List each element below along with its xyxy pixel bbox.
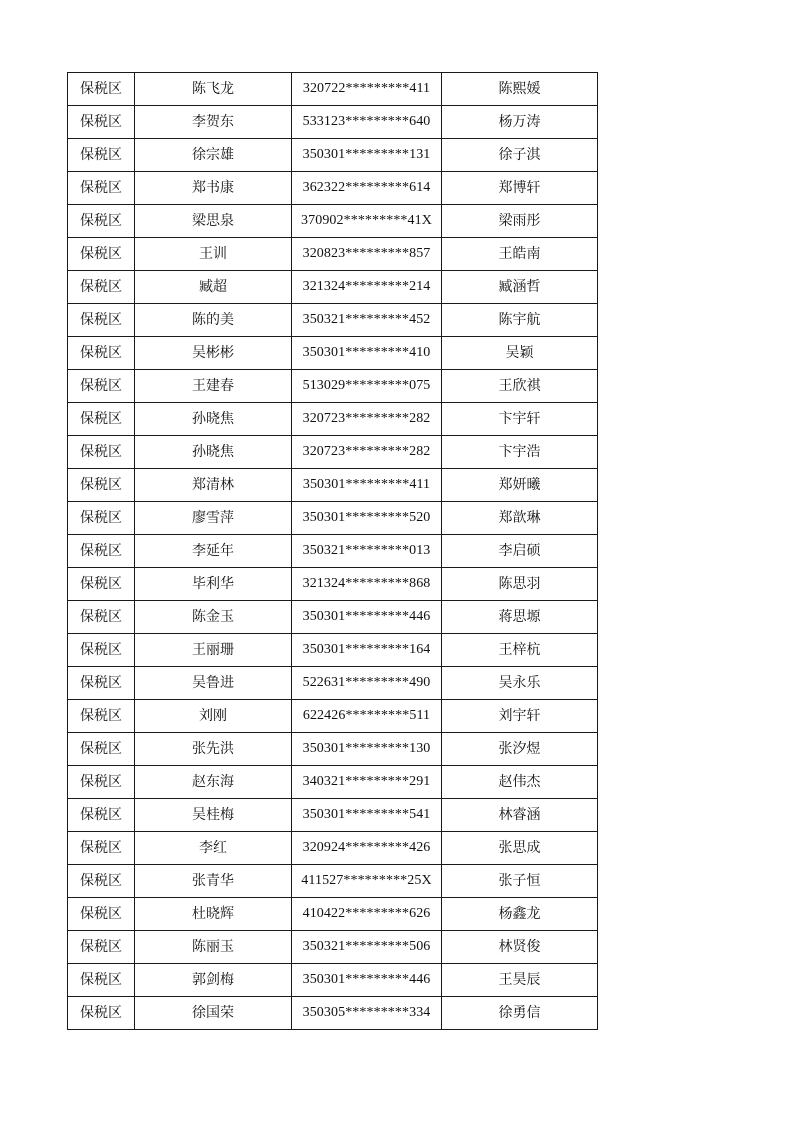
table-row — [68, 766, 598, 799]
table-row — [68, 238, 598, 271]
id-number-cell: 370902*********41X — [292, 205, 442, 238]
district-cell: 保税区 — [68, 469, 135, 502]
parent-name-cell: 吴桂梅 — [135, 799, 292, 832]
table-row — [68, 964, 598, 997]
table-row — [68, 634, 598, 667]
child-name-cell: 郑妍曦 — [442, 469, 598, 502]
id-number-cell: 320823*********857 — [292, 238, 442, 271]
child-name-cell: 林睿涵 — [442, 799, 598, 832]
child-name-cell: 梁雨彤 — [442, 205, 598, 238]
id-number-cell: 410422*********626 — [292, 898, 442, 931]
district-cell: 保税区 — [68, 205, 135, 238]
id-number-cell: 321324*********868 — [292, 568, 442, 601]
district-cell: 保税区 — [68, 568, 135, 601]
parent-name-cell: 陈丽玉 — [135, 931, 292, 964]
table-row — [68, 733, 598, 766]
id-number-cell: 340321*********291 — [292, 766, 442, 799]
parent-name-cell: 孙晓焦 — [135, 436, 292, 469]
child-name-cell: 郑歆琳 — [442, 502, 598, 535]
table-row — [68, 601, 598, 634]
table-row — [68, 403, 598, 436]
id-number-cell: 362322*********614 — [292, 172, 442, 205]
child-name-cell: 陈宇航 — [442, 304, 598, 337]
table-row — [68, 337, 598, 370]
district-cell: 保税区 — [68, 73, 135, 106]
district-cell: 保税区 — [68, 304, 135, 337]
table-row — [68, 172, 598, 205]
table-row — [68, 832, 598, 865]
district-cell: 保税区 — [68, 700, 135, 733]
child-name-cell: 王皓南 — [442, 238, 598, 271]
district-cell: 保税区 — [68, 271, 135, 304]
parent-name-cell: 李红 — [135, 832, 292, 865]
table-row — [68, 865, 598, 898]
id-number-cell: 350321*********452 — [292, 304, 442, 337]
district-cell: 保税区 — [68, 337, 135, 370]
child-name-cell: 张思成 — [442, 832, 598, 865]
table-row — [68, 436, 598, 469]
parent-name-cell: 徐宗雄 — [135, 139, 292, 172]
roster-table-body — [68, 73, 598, 1030]
district-cell: 保税区 — [68, 766, 135, 799]
id-number-cell: 513029*********075 — [292, 370, 442, 403]
district-cell: 保税区 — [68, 139, 135, 172]
roster-table — [67, 72, 598, 1030]
id-number-cell: 320723*********282 — [292, 436, 442, 469]
table-row — [68, 502, 598, 535]
child-name-cell: 赵伟杰 — [442, 766, 598, 799]
district-cell: 保税区 — [68, 436, 135, 469]
id-number-cell: 350301*********164 — [292, 634, 442, 667]
district-cell: 保税区 — [68, 832, 135, 865]
district-cell: 保税区 — [68, 106, 135, 139]
id-number-cell: 350301*********410 — [292, 337, 442, 370]
parent-name-cell: 郭剑梅 — [135, 964, 292, 997]
parent-name-cell: 陈的美 — [135, 304, 292, 337]
id-number-cell: 350301*********446 — [292, 601, 442, 634]
id-number-cell: 320723*********282 — [292, 403, 442, 436]
district-cell: 保税区 — [68, 898, 135, 931]
parent-name-cell: 陈飞龙 — [135, 73, 292, 106]
child-name-cell: 蒋思塬 — [442, 601, 598, 634]
table-row — [68, 667, 598, 700]
table-row — [68, 370, 598, 403]
parent-name-cell: 廖雪萍 — [135, 502, 292, 535]
child-name-cell: 吴颖 — [442, 337, 598, 370]
parent-name-cell: 郑清林 — [135, 469, 292, 502]
parent-name-cell: 梁思泉 — [135, 205, 292, 238]
parent-name-cell: 张青华 — [135, 865, 292, 898]
child-name-cell: 林贤俊 — [442, 931, 598, 964]
table-row — [68, 73, 598, 106]
child-name-cell: 臧涵哲 — [442, 271, 598, 304]
table-row — [68, 700, 598, 733]
table-row — [68, 469, 598, 502]
district-cell: 保税区 — [68, 403, 135, 436]
child-name-cell: 杨鑫龙 — [442, 898, 598, 931]
child-name-cell: 卞宇轩 — [442, 403, 598, 436]
parent-name-cell: 郑书康 — [135, 172, 292, 205]
table-row — [68, 931, 598, 964]
district-cell: 保税区 — [68, 535, 135, 568]
parent-name-cell: 李贺东 — [135, 106, 292, 139]
id-number-cell: 522631*********490 — [292, 667, 442, 700]
id-number-cell: 321324*********214 — [292, 271, 442, 304]
parent-name-cell: 吴鲁进 — [135, 667, 292, 700]
child-name-cell: 王欣祺 — [442, 370, 598, 403]
id-number-cell: 350305*********334 — [292, 997, 442, 1030]
district-cell: 保税区 — [68, 370, 135, 403]
parent-name-cell: 李延年 — [135, 535, 292, 568]
district-cell: 保税区 — [68, 172, 135, 205]
parent-name-cell: 王建春 — [135, 370, 292, 403]
district-cell: 保税区 — [68, 634, 135, 667]
id-number-cell: 533123*********640 — [292, 106, 442, 139]
district-cell: 保税区 — [68, 238, 135, 271]
child-name-cell: 陈熙媛 — [442, 73, 598, 106]
id-number-cell: 350301*********131 — [292, 139, 442, 172]
id-number-cell: 350301*********520 — [292, 502, 442, 535]
table-row — [68, 997, 598, 1030]
id-number-cell: 320924*********426 — [292, 832, 442, 865]
table-row — [68, 205, 598, 238]
id-number-cell: 350301*********541 — [292, 799, 442, 832]
table-row — [68, 304, 598, 337]
id-number-cell: 350301*********446 — [292, 964, 442, 997]
parent-name-cell: 毕利华 — [135, 568, 292, 601]
child-name-cell: 王昊辰 — [442, 964, 598, 997]
child-name-cell: 张汐煜 — [442, 733, 598, 766]
parent-name-cell: 臧超 — [135, 271, 292, 304]
child-name-cell: 徐子淇 — [442, 139, 598, 172]
district-cell: 保税区 — [68, 931, 135, 964]
child-name-cell: 陈思羽 — [442, 568, 598, 601]
table-row — [68, 568, 598, 601]
id-number-cell: 350301*********411 — [292, 469, 442, 502]
child-name-cell: 李启硕 — [442, 535, 598, 568]
parent-name-cell: 张先洪 — [135, 733, 292, 766]
id-number-cell: 350321*********506 — [292, 931, 442, 964]
id-number-cell: 411527*********25X — [292, 865, 442, 898]
id-number-cell: 350321*********013 — [292, 535, 442, 568]
parent-name-cell: 吴彬彬 — [135, 337, 292, 370]
parent-name-cell: 赵东海 — [135, 766, 292, 799]
id-number-cell: 622426*********511 — [292, 700, 442, 733]
district-cell: 保税区 — [68, 601, 135, 634]
district-cell: 保税区 — [68, 865, 135, 898]
parent-name-cell: 陈金玉 — [135, 601, 292, 634]
parent-name-cell: 徐国荣 — [135, 997, 292, 1030]
child-name-cell: 徐勇信 — [442, 997, 598, 1030]
district-cell: 保税区 — [68, 733, 135, 766]
table-row — [68, 271, 598, 304]
district-cell: 保税区 — [68, 502, 135, 535]
parent-name-cell: 刘刚 — [135, 700, 292, 733]
child-name-cell: 刘宇轩 — [442, 700, 598, 733]
table-row — [68, 799, 598, 832]
table-row — [68, 535, 598, 568]
id-number-cell: 320722*********411 — [292, 73, 442, 106]
child-name-cell: 王梓杭 — [442, 634, 598, 667]
district-cell: 保税区 — [68, 799, 135, 832]
table-row — [68, 106, 598, 139]
district-cell: 保税区 — [68, 667, 135, 700]
district-cell: 保税区 — [68, 964, 135, 997]
district-cell: 保税区 — [68, 997, 135, 1030]
parent-name-cell: 孙晓焦 — [135, 403, 292, 436]
parent-name-cell: 王训 — [135, 238, 292, 271]
child-name-cell: 卞宇浩 — [442, 436, 598, 469]
child-name-cell: 张子恒 — [442, 865, 598, 898]
child-name-cell: 郑博轩 — [442, 172, 598, 205]
id-number-cell: 350301*********130 — [292, 733, 442, 766]
parent-name-cell: 王丽珊 — [135, 634, 292, 667]
child-name-cell: 杨万涛 — [442, 106, 598, 139]
child-name-cell: 吴永乐 — [442, 667, 598, 700]
parent-name-cell: 杜晓辉 — [135, 898, 292, 931]
table-row — [68, 139, 598, 172]
table-row — [68, 898, 598, 931]
